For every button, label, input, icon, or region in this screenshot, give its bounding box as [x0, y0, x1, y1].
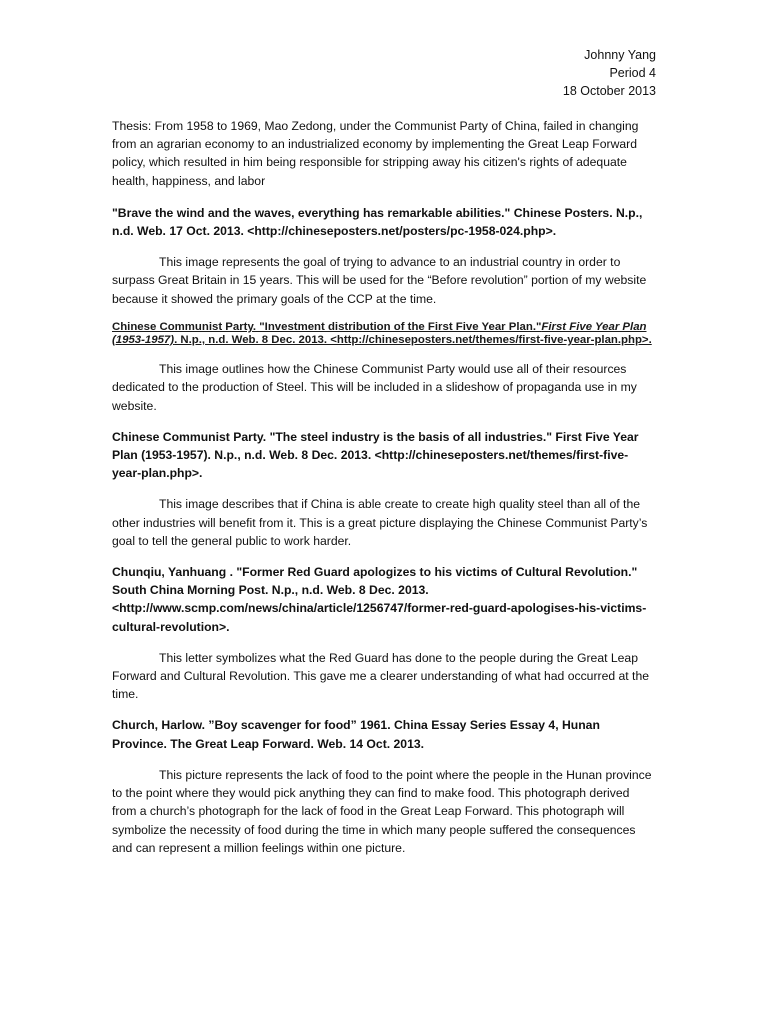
citation-1: "Brave the wind and the waves, everything has remarkable abilities." Chinese Posters. N.p., n.d. Web. 17 Oct. 2013. <http://chineseposters.net/posters/pc-1958-024.php>. [112, 205, 643, 239]
citation-2-part-2: . N.p., n.d. Web. 8 Dec. 2013. <http://chineseposters.net/themes/first-five-year-plan.php>. [174, 334, 652, 347]
document-date: 18 October 2013 [562, 84, 656, 98]
header-block [563, 46, 656, 100]
document-body [112, 117, 656, 870]
citation-4: Chunqiu, Yanhuang . "Former Red Guard apologizes to his victims of Cultural Revolution." South China Morning Post. N.p., n.d. Web. 8 Dec. 2013. <http://www.scmp.com/news/china/article/1256747/former-red-guard-apologises-his-victims-cultural-revolution>. [112, 565, 647, 634]
annotation-4: This letter symbolizes what the Red Guard has done to the people during the Great Leap Forward and Cultural Revolution. This gave me a clearer understanding of what had occurred at the time. [112, 650, 649, 702]
citation-2-part-1: Chinese Communist Party. "Investment distribution of the First Five Year Plan." [112, 320, 542, 333]
class-period: Period 4 [609, 66, 656, 80]
annotation-2: This image outlines how the Chinese Communist Party would use all of their resources dedicated to the production of Steel. This will be included in a slideshow of propaganda use in my website. [112, 362, 637, 413]
author-name: Johnny Yang [584, 48, 656, 62]
citation-3: Chinese Communist Party. "The steel industry is the basis of all industries." First Five Year Plan (1953-1957). N.p., n.d. Web. 8 Dec. 2013. <http://chineseposters.net/themes/first-five-year-plan.php>. [112, 429, 639, 481]
annotation-1: This image represents the goal of trying to advance to an industrial country in order to surpass Great Britain in 15 years. This will be used for the “Before revolution” portion of my website because it showed the primary goals of the CCP at the time. [112, 255, 647, 306]
citation-2 [112, 321, 656, 347]
annotation-5: This picture represents the lack of food to the point where the people in the Hunan province to the point where they would pick anything they can find to make food. This photograph derived from a church’s photograph for the lack of food in the Great Leap Forward. This photograph will symbolize the necessity of food during the time in which many people suffered the consequences and can represent a million feelings within one picture. [112, 767, 652, 855]
citation-5: Church, Harlow. ”Boy scavenger for food” 1961. China Essay Series Essay 4, Hunan Province. The Great Leap Forward. Web. 14 Oct. 2013. [112, 718, 600, 751]
annotation-3: This image describes that if China is able create to create high quality steel than all of the other industries will benefit from it. This is a great picture displaying the Chinese Communist Party’s goal to tell the general public to work harder. [112, 497, 648, 548]
thesis-statement: Thesis: From 1958 to 1969, Mao Zedong, under the Communist Party of China, failed in changing from an agrarian economy to an industrialized economy by implementing the Great Leap Forward policy, which resulted in him being responsible for stripping away his citizen's rights of adequate health, happiness, and labor [112, 119, 639, 188]
citation-2-italic: First Five Year Plan (1953-1957) [112, 320, 647, 347]
